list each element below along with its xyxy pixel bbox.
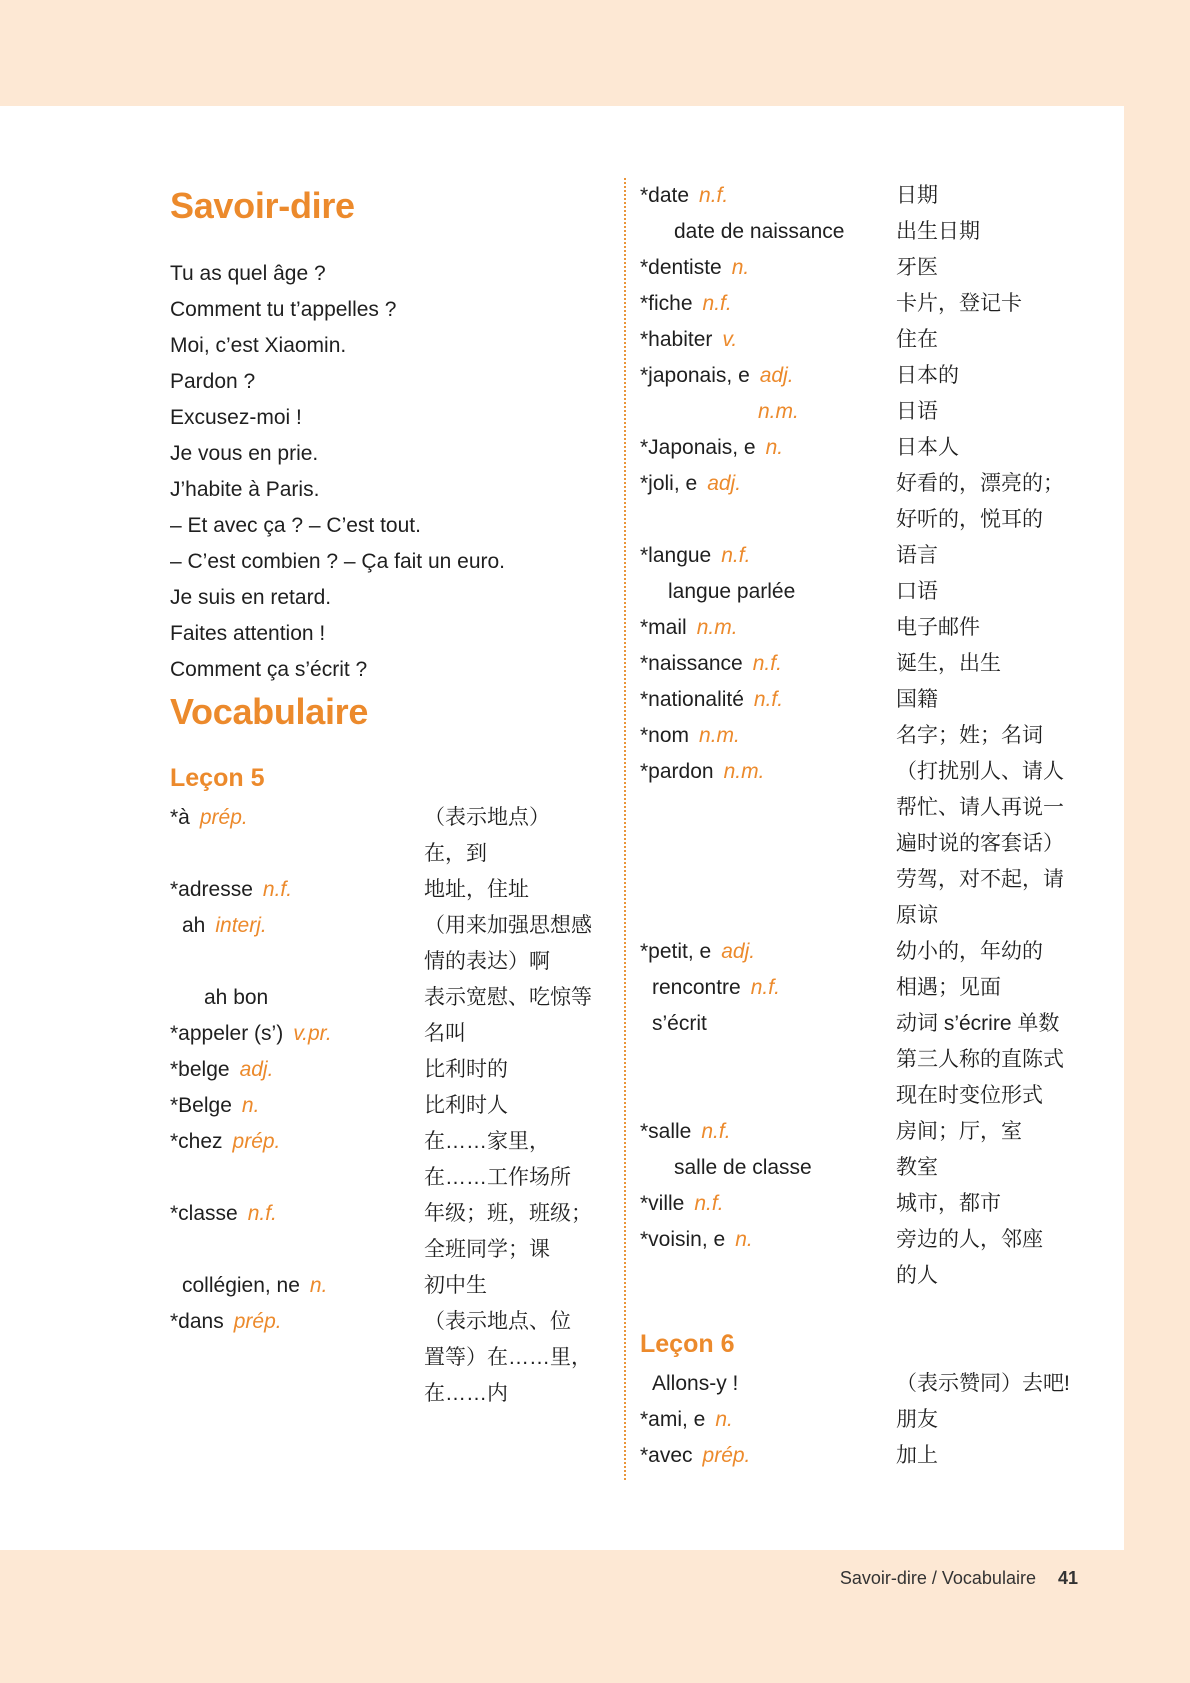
vocab-translation: [896, 682, 1080, 718]
footer-label: Savoir-dire / Vocabulaire: [839, 1568, 1036, 1588]
part-of-speech: adj.: [707, 472, 742, 495]
vocab-word-cell: [170, 1088, 424, 1124]
part-of-speech: n.: [309, 1274, 328, 1297]
vocab-word: *voisin, e: [640, 1228, 726, 1251]
part-of-speech: n.m.: [723, 760, 765, 783]
translation-line: 相遇；见面: [896, 976, 1001, 999]
translation-line: 全班同学；课: [424, 1238, 550, 1261]
vocab-entry: [640, 646, 1080, 682]
vocab-entry: [640, 1006, 1080, 1114]
translation-line: 语言: [896, 544, 938, 567]
translation-line: 现在时变位形式: [896, 1084, 1043, 1107]
vocab-translation: [896, 1366, 1080, 1402]
vocab-word-cell: [170, 872, 424, 908]
vocab-word-cell: [640, 286, 896, 322]
vocab-translation: [424, 1088, 610, 1124]
vocab-word: *Belge: [170, 1094, 232, 1117]
translation-line: 动词 s’écrire 单数: [896, 1012, 1060, 1035]
vocab-entry: [640, 430, 1080, 466]
vocab-word: *mail: [640, 616, 687, 639]
translation-line: 表示宽慰、吃惊等: [424, 986, 592, 1009]
translation-line: 情的表达）啊: [424, 950, 550, 973]
translation-line: 日本的: [896, 364, 959, 387]
phrase-list: [170, 256, 610, 688]
vocab-word-cell: [640, 934, 896, 970]
vocab-translation: [424, 908, 610, 980]
vocab-entry: [170, 1124, 610, 1196]
translation-line: 劳驾，对不起，请: [896, 868, 1064, 891]
page-footer: [0, 1568, 1078, 1589]
translation-line: 年级；班，班级；: [424, 1202, 592, 1225]
vocab-word: *à: [170, 806, 190, 829]
vocab-entry: [640, 1186, 1080, 1222]
translation-line: （表示地点）: [424, 806, 550, 829]
vocab-entry: [170, 1088, 610, 1124]
vocab-word: *classe: [170, 1202, 238, 1225]
vocab-translation: [896, 934, 1080, 970]
translation-line: 日期: [896, 184, 938, 207]
vocab-word: Allons-y !: [652, 1372, 739, 1395]
vocab-entry: [170, 980, 610, 1016]
vocab-translation: [424, 1124, 610, 1196]
part-of-speech: n.f.: [694, 1192, 724, 1215]
right-column: [640, 178, 1080, 1474]
translation-line: 比利时的: [424, 1058, 508, 1081]
vocab-word-cell: [640, 1438, 896, 1474]
translation-line: 电子邮件: [896, 616, 980, 639]
translation-line: 国籍: [896, 688, 938, 711]
phrase-item: Moi, c’est Xiaomin.: [170, 334, 347, 357]
translation-line: 在……家里，: [424, 1130, 550, 1153]
part-of-speech: n.f.: [721, 544, 751, 567]
translation-line: 城市，都市: [896, 1192, 1001, 1215]
vocab-translation: [896, 970, 1080, 1006]
phrase-item: Excusez-moi !: [170, 406, 302, 429]
vocab-word-cell: [640, 1186, 896, 1222]
vocab-word: *avec: [640, 1444, 693, 1467]
lecon6-title: Leçon 6: [640, 1330, 735, 1358]
vocab-word: *dentiste: [640, 256, 722, 279]
vocab-entry: [170, 1268, 610, 1304]
vocab-translation: [896, 178, 1080, 214]
vocab-translation: [896, 574, 1080, 610]
vocab-word-cell: [170, 1052, 424, 1088]
translation-line: 置等）在……里，: [424, 1346, 592, 1369]
vocab-word: *nationalité: [640, 688, 744, 711]
vocab-entry: [640, 214, 1080, 250]
phrase-item: Comment tu t’appelles ?: [170, 298, 397, 321]
vocab-translation: [896, 250, 1080, 286]
part-of-speech: n.: [735, 1228, 753, 1251]
vocab-word-cell: [170, 1124, 424, 1196]
vocab-entry: [640, 1222, 1080, 1294]
translation-line: 在，到: [424, 842, 487, 865]
vocab-word: *Japonais, e: [640, 436, 756, 459]
translation-line: 第三人称的直陈式: [896, 1048, 1064, 1071]
vocab-entry: [170, 872, 610, 908]
vocab-word: date de naissance: [674, 220, 845, 243]
vocab-word: salle de classe: [674, 1156, 812, 1179]
vocab-word: *date: [640, 184, 690, 207]
vocab-word-cell: [640, 1402, 896, 1438]
vocab-translation: [896, 466, 1080, 538]
vocab-word-cell: [640, 394, 896, 430]
translation-line: 名叫: [424, 1022, 466, 1045]
vocab-word-cell: [640, 214, 896, 250]
vocab-word: *fiche: [640, 292, 693, 315]
vocab-word-cell: [170, 1196, 424, 1268]
part-of-speech: adj.: [239, 1058, 274, 1081]
vocab-translation: [424, 1304, 610, 1412]
translation-line: 教室: [896, 1156, 938, 1179]
translation-line: 日语: [896, 400, 938, 423]
translation-line: 日本人: [896, 436, 959, 459]
vocab-word-cell: [170, 980, 424, 1016]
lecon5-title: Leçon 5: [170, 764, 265, 792]
vocab-word-cell: [640, 250, 896, 286]
phrase-item: Pardon ?: [170, 370, 256, 393]
vocab-entry: [640, 538, 1080, 574]
part-of-speech: n.f.: [262, 878, 293, 901]
vocab-word: *naissance: [640, 652, 743, 675]
vocab-translation: [896, 394, 1080, 430]
vocab-word-cell: [640, 358, 896, 394]
vocab-translation: [896, 1150, 1080, 1186]
vocab-entry: [640, 718, 1080, 754]
translation-line: 好听的，悦耳的: [896, 508, 1043, 531]
translation-line: 的人: [896, 1264, 938, 1287]
lecon5-entries-left: [170, 800, 610, 1412]
part-of-speech: v.: [722, 328, 738, 351]
page-number: 41: [1057, 1568, 1078, 1588]
part-of-speech: adj.: [721, 940, 756, 963]
translation-line: 在……内: [424, 1382, 508, 1405]
vocab-translation: [896, 214, 1080, 250]
part-of-speech: n.: [731, 256, 750, 279]
part-of-speech: n.f.: [701, 1120, 731, 1143]
vocab-word-cell: [640, 466, 896, 538]
phrase-item: Je vous en prie.: [170, 442, 319, 465]
translation-line: 口语: [896, 580, 938, 603]
vocab-translation: [896, 358, 1080, 394]
vocab-word: *pardon: [640, 760, 714, 783]
vocab-entry: [170, 1304, 610, 1412]
vocab-entry: [640, 682, 1080, 718]
vocab-translation: [896, 538, 1080, 574]
vocab-translation: [896, 1402, 1080, 1438]
left-column: [170, 182, 610, 1412]
phrase-item: – C’est combien ? – Ça fait un euro.: [170, 550, 506, 573]
vocab-entry: [170, 1196, 610, 1268]
part-of-speech: n.: [241, 1094, 260, 1117]
part-of-speech: v.pr.: [293, 1022, 332, 1045]
vocab-word: *japonais, e: [640, 364, 750, 387]
part-of-speech: prép.: [199, 806, 248, 829]
vocab-translation: [424, 1052, 610, 1088]
vocab-word-cell: [640, 1222, 896, 1294]
part-of-speech: n.: [765, 436, 784, 459]
vocab-word-cell: [640, 574, 896, 610]
vocab-entry: [640, 394, 1080, 430]
vocab-word: ah bon: [204, 986, 269, 1009]
vocab-word-cell: [640, 430, 896, 466]
vocab-word-cell: [640, 754, 896, 934]
vocab-word: *ami, e: [640, 1408, 706, 1431]
vocab-entry: [640, 1438, 1080, 1474]
page-sheet: [0, 106, 1124, 1550]
part-of-speech: n.: [715, 1408, 733, 1431]
vocab-word: ah: [182, 914, 206, 937]
translation-line: 牙医: [896, 256, 938, 279]
vocab-word: *belge: [170, 1058, 230, 1081]
translation-line: 地址，住址: [424, 878, 529, 901]
translation-line: （表示地点、位: [424, 1310, 571, 1333]
part-of-speech: n.m.: [758, 400, 799, 423]
part-of-speech: prép.: [232, 1130, 281, 1153]
vocab-translation: [424, 1196, 610, 1268]
vocab-entry: [640, 574, 1080, 610]
translation-line: 原谅: [896, 904, 938, 927]
translation-line: 朋友: [896, 1408, 938, 1431]
vocab-word-cell: [640, 610, 896, 646]
part-of-speech: n.f.: [247, 1202, 277, 1225]
part-of-speech: n.f.: [752, 652, 782, 675]
phrase-item: Faites attention !: [170, 622, 326, 645]
vocab-entry: [640, 970, 1080, 1006]
vocab-word-cell: [640, 1114, 896, 1150]
vocab-word-cell: [640, 1006, 896, 1114]
vocab-translation: [896, 718, 1080, 754]
vocab-word: s’écrit: [652, 1012, 707, 1035]
vocab-entry: [640, 1402, 1080, 1438]
vocab-word: rencontre: [652, 976, 741, 999]
phrase-item: J’habite à Paris.: [170, 478, 320, 501]
vocab-entry: [170, 1052, 610, 1088]
vocab-translation: [424, 1268, 610, 1304]
column-divider: [624, 178, 626, 1480]
part-of-speech: adj.: [759, 364, 794, 387]
translation-line: 好看的，漂亮的；: [896, 472, 1064, 495]
phrase-item: Je suis en retard.: [170, 586, 332, 609]
translation-line: 房间；厅，室: [896, 1120, 1022, 1143]
vocab-entry: [640, 322, 1080, 358]
translation-line: 出生日期: [896, 220, 980, 243]
lecon6-entries: [640, 1366, 1080, 1474]
vocab-word-cell: [640, 718, 896, 754]
vocab-word: *habiter: [640, 328, 713, 351]
translation-line: （用来加强思想感: [424, 914, 592, 937]
vocab-translation: [896, 754, 1080, 934]
vocab-entry: [640, 610, 1080, 646]
vocab-word-cell: [640, 322, 896, 358]
translation-line: 帮忙、请人再说一: [896, 796, 1064, 819]
vocab-word-cell: [170, 1016, 424, 1052]
translation-line: 加上: [896, 1444, 938, 1467]
vocab-entry: [640, 1114, 1080, 1150]
part-of-speech: prép.: [702, 1444, 751, 1467]
vocab-word: *chez: [170, 1130, 223, 1153]
vocab-translation: [424, 872, 610, 908]
translation-line: 幼小的，年幼的: [896, 940, 1043, 963]
vocab-word-cell: [640, 970, 896, 1006]
vocab-word-cell: [640, 178, 896, 214]
part-of-speech: n.m.: [699, 724, 740, 747]
vocab-word: *appeler (s’): [170, 1022, 284, 1045]
vocab-translation: [424, 800, 610, 872]
part-of-speech: n.f.: [702, 292, 732, 315]
vocab-entry: [640, 1150, 1080, 1186]
vocab-word-cell: [640, 682, 896, 718]
vocab-word-cell: [170, 1304, 424, 1412]
vocab-translation: [896, 286, 1080, 322]
vocab-entry: [640, 934, 1080, 970]
vocab-word-cell: [640, 646, 896, 682]
translation-line: 名字；姓；名词: [896, 724, 1043, 747]
vocab-entry: [640, 1366, 1080, 1402]
translation-line: 遍时说的客套话）: [896, 832, 1064, 855]
part-of-speech: n.f.: [750, 976, 780, 999]
vocab-word: *dans: [170, 1310, 224, 1333]
vocab-translation: [896, 1114, 1080, 1150]
vocabulaire-title: Vocabulaire: [170, 691, 369, 732]
translation-line: 旁边的人，邻座: [896, 1228, 1043, 1251]
part-of-speech: n.f.: [753, 688, 784, 711]
vocab-word-cell: [170, 800, 424, 872]
vocab-translation: [896, 1222, 1080, 1294]
lecon5-entries-right: [640, 178, 1080, 1294]
vocab-translation: [896, 1006, 1080, 1114]
part-of-speech: n.m.: [696, 616, 738, 639]
translation-line: 在……工作场所: [424, 1166, 571, 1189]
vocab-entry: [640, 286, 1080, 322]
vocab-word: *ville: [640, 1192, 685, 1215]
vocab-word: *adresse: [170, 878, 253, 901]
vocab-word: *nom: [640, 724, 690, 747]
vocab-translation: [896, 646, 1080, 682]
vocab-word-cell: [640, 1150, 896, 1186]
vocab-entry: [640, 358, 1080, 394]
vocab-entry: [170, 1016, 610, 1052]
translation-line: 住在: [896, 328, 938, 351]
translation-line: 比利时人: [424, 1094, 508, 1117]
vocab-translation: [896, 1438, 1080, 1474]
translation-line: 卡片，登记卡: [896, 292, 1022, 315]
vocab-entry: [640, 754, 1080, 934]
translation-line: （打扰别人、请人: [896, 760, 1064, 783]
vocab-word: langue parlée: [668, 580, 796, 603]
part-of-speech: prép.: [233, 1310, 282, 1333]
phrase-item: Tu as quel âge ?: [170, 262, 326, 285]
vocab-word: *joli, e: [640, 472, 698, 495]
vocab-translation: [896, 322, 1080, 358]
vocab-word-cell: [170, 908, 424, 980]
vocab-word: *salle: [640, 1120, 692, 1143]
vocab-word: collégien, ne: [182, 1274, 300, 1297]
vocab-entry: [640, 466, 1080, 538]
vocab-translation: [896, 430, 1080, 466]
vocab-word: *langue: [640, 544, 712, 567]
savoir-dire-title: Savoir-dire: [170, 185, 355, 226]
vocab-entry: [170, 908, 610, 980]
translation-line: （表示赞同）去吧!: [896, 1372, 1070, 1395]
phrase-item: – Et avec ça ? – C’est tout.: [170, 514, 421, 537]
vocab-word-cell: [170, 1268, 424, 1304]
vocab-translation: [424, 980, 610, 1016]
vocab-translation: [896, 610, 1080, 646]
vocab-word-cell: [640, 538, 896, 574]
vocab-entry: [640, 178, 1080, 214]
translation-line: 初中生: [424, 1274, 487, 1297]
translation-line: 诞生，出生: [896, 652, 1001, 675]
vocab-translation: [424, 1016, 610, 1052]
vocab-entry: [640, 250, 1080, 286]
part-of-speech: n.f.: [699, 184, 729, 207]
vocab-word: *petit, e: [640, 940, 712, 963]
vocab-translation: [896, 1186, 1080, 1222]
phrase-item: Comment ça s’écrit ?: [170, 658, 368, 681]
vocab-word-cell: [640, 1366, 896, 1402]
part-of-speech: interj.: [215, 914, 267, 937]
vocab-entry: [170, 800, 610, 872]
